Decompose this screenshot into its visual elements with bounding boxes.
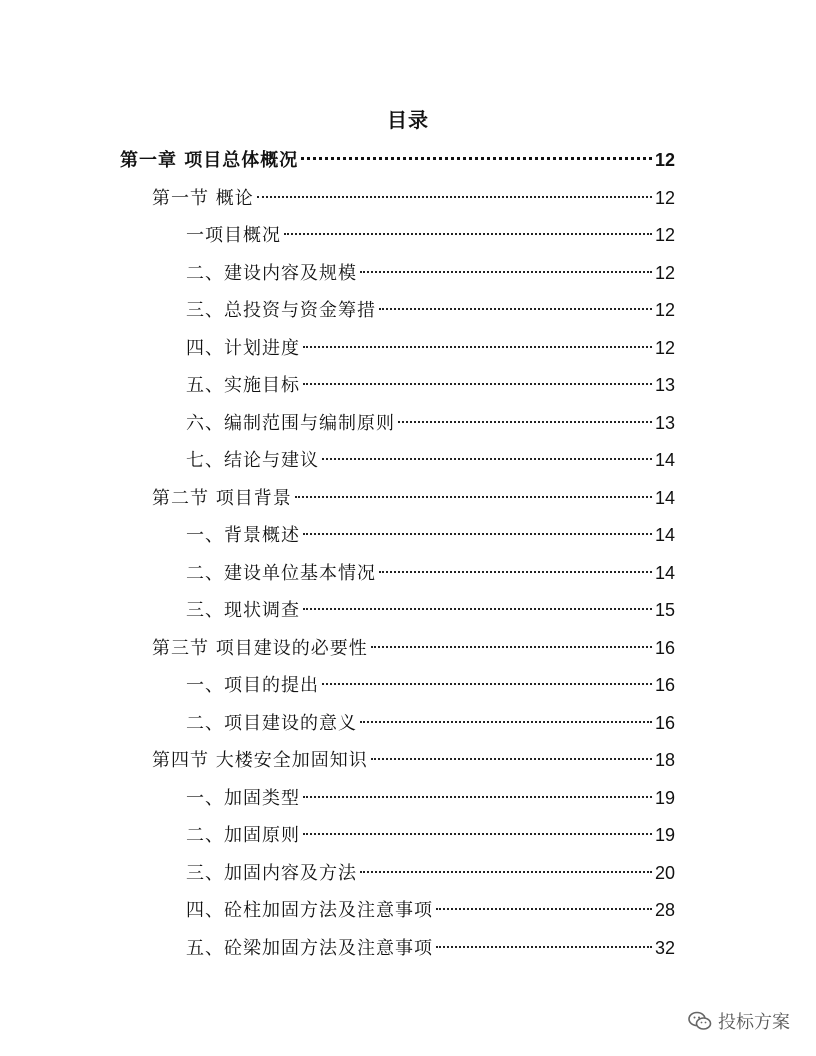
toc-entry-page: 20: [654, 862, 675, 883]
toc-title: 目录: [387, 108, 429, 132]
toc-entry[interactable]: [186, 704, 675, 742]
toc-entry-page: 12: [654, 225, 675, 245]
toc-entry-page: 14: [654, 450, 675, 470]
toc-dot-leader: [295, 496, 652, 498]
toc-dot-leader: [284, 233, 652, 235]
toc-dot-leader: [303, 833, 652, 835]
toc-dot-leader: [257, 196, 652, 198]
toc-dot-leader: [371, 758, 652, 760]
toc-entry[interactable]: [152, 741, 675, 779]
toc-entry-label: 第二节 项目背景: [152, 487, 292, 509]
toc-entry-label: 二、建设单位基本情况: [186, 562, 376, 584]
toc-dot-leader: [379, 571, 652, 573]
toc-entry[interactable]: [186, 516, 675, 554]
toc-entry[interactable]: [186, 891, 675, 929]
toc-entry[interactable]: [152, 179, 675, 217]
toc-entry-page: 32: [654, 937, 675, 958]
toc-entry-label: 四、砼柱加固方法及注意事项: [186, 900, 433, 921]
toc-entry-label: 三、加固内容及方法: [186, 862, 357, 884]
toc-entry[interactable]: [186, 366, 675, 404]
toc-entry[interactable]: [186, 329, 675, 367]
toc-entry-label: 一项目概况: [186, 225, 281, 246]
toc-entry[interactable]: [186, 554, 675, 592]
toc-entry-label: 第三节 项目建设的必要性: [152, 637, 368, 659]
toc-entry-label: 五、砼梁加固方法及注意事项: [186, 937, 433, 959]
toc-dot-leader: [360, 871, 652, 873]
toc-entry-page: 12: [654, 187, 675, 208]
toc-entry[interactable]: [186, 666, 675, 704]
toc-entry-page: 16: [654, 675, 675, 695]
toc-entry-page: 14: [654, 562, 675, 583]
toc-entry-page: 19: [654, 825, 675, 845]
toc-entry[interactable]: [186, 291, 675, 329]
toc-entry-page: 12: [654, 262, 675, 283]
toc-entry[interactable]: [152, 629, 675, 667]
watermark: [688, 1008, 790, 1034]
toc-entry-label: 二、建设内容及规模: [186, 262, 357, 284]
toc-entry-page: 18: [654, 750, 675, 770]
toc-dot-leader: [360, 721, 652, 723]
toc-dot-leader: [303, 796, 652, 798]
toc-entry-label: 二、项目建设的意义: [186, 712, 357, 734]
toc-entry[interactable]: [186, 404, 675, 442]
toc-entry[interactable]: [186, 254, 675, 292]
toc-entry-page: 16: [654, 712, 675, 733]
wechat-icon: [688, 1011, 712, 1031]
toc-entry[interactable]: [186, 816, 675, 854]
toc-entry-label: 六、编制范围与编制原则: [186, 412, 395, 434]
toc-dot-leader: [379, 308, 652, 310]
toc-entry-label: 第四节 大楼安全加固知识: [152, 750, 368, 771]
toc-entry-page: 14: [654, 525, 675, 545]
toc-dot-leader: [303, 533, 652, 535]
toc-entry-label: 一、加固类型: [186, 787, 300, 809]
toc-entry[interactable]: [186, 854, 675, 892]
toc-dot-leader: [303, 346, 652, 348]
toc-entry[interactable]: [186, 779, 675, 817]
toc-entry-label: 三、现状调查: [186, 600, 300, 621]
toc-entry-label: 二、加固原则: [186, 825, 300, 846]
toc-entry-label: 一、背景概述: [186, 525, 300, 546]
toc-entry-page: 19: [654, 787, 675, 808]
toc-dot-leader: [436, 946, 652, 948]
toc-entry-label: 第一章 项目总体概况: [120, 150, 299, 171]
toc-entry-page: 28: [654, 900, 675, 920]
toc-entry-page: 13: [654, 412, 675, 433]
toc-entry[interactable]: [152, 479, 675, 517]
toc-dot-leader: [371, 646, 652, 648]
toc-dot-leader: [303, 383, 652, 385]
toc-dot-leader: [322, 683, 652, 685]
toc-entry[interactable]: [120, 141, 675, 179]
toc-entry-label: 七、结论与建议: [186, 450, 319, 471]
toc-entry-label: 第一节 概论: [152, 187, 254, 209]
toc-entry[interactable]: [186, 591, 675, 629]
toc-entry-label: 五、实施目标: [186, 375, 300, 396]
toc-entry[interactable]: [186, 216, 675, 254]
toc-dot-leader: [301, 157, 652, 160]
toc-entry[interactable]: [186, 441, 675, 479]
toc-entry-page: 12: [654, 337, 675, 358]
toc-dot-leader: [322, 458, 652, 460]
toc-dot-leader: [360, 271, 652, 273]
toc-dot-leader: [436, 908, 652, 910]
toc-entry-label: 三、总投资与资金筹措: [186, 300, 376, 321]
toc-dot-leader: [398, 421, 652, 423]
toc-entry-page: 16: [654, 637, 675, 658]
toc-entry-page: 12: [654, 150, 675, 170]
toc-entry-page: 12: [654, 300, 675, 320]
toc-entry-page: 14: [654, 487, 675, 508]
toc-entry[interactable]: [186, 929, 675, 967]
toc-entry-page: 13: [654, 375, 675, 395]
toc-entry-page: 15: [654, 600, 675, 620]
toc-dot-leader: [303, 608, 652, 610]
toc-entry-label: 四、计划进度: [186, 337, 300, 359]
toc-entry-label: 一、项目的提出: [186, 675, 319, 696]
watermark-text: 投标方案: [718, 1012, 790, 1033]
